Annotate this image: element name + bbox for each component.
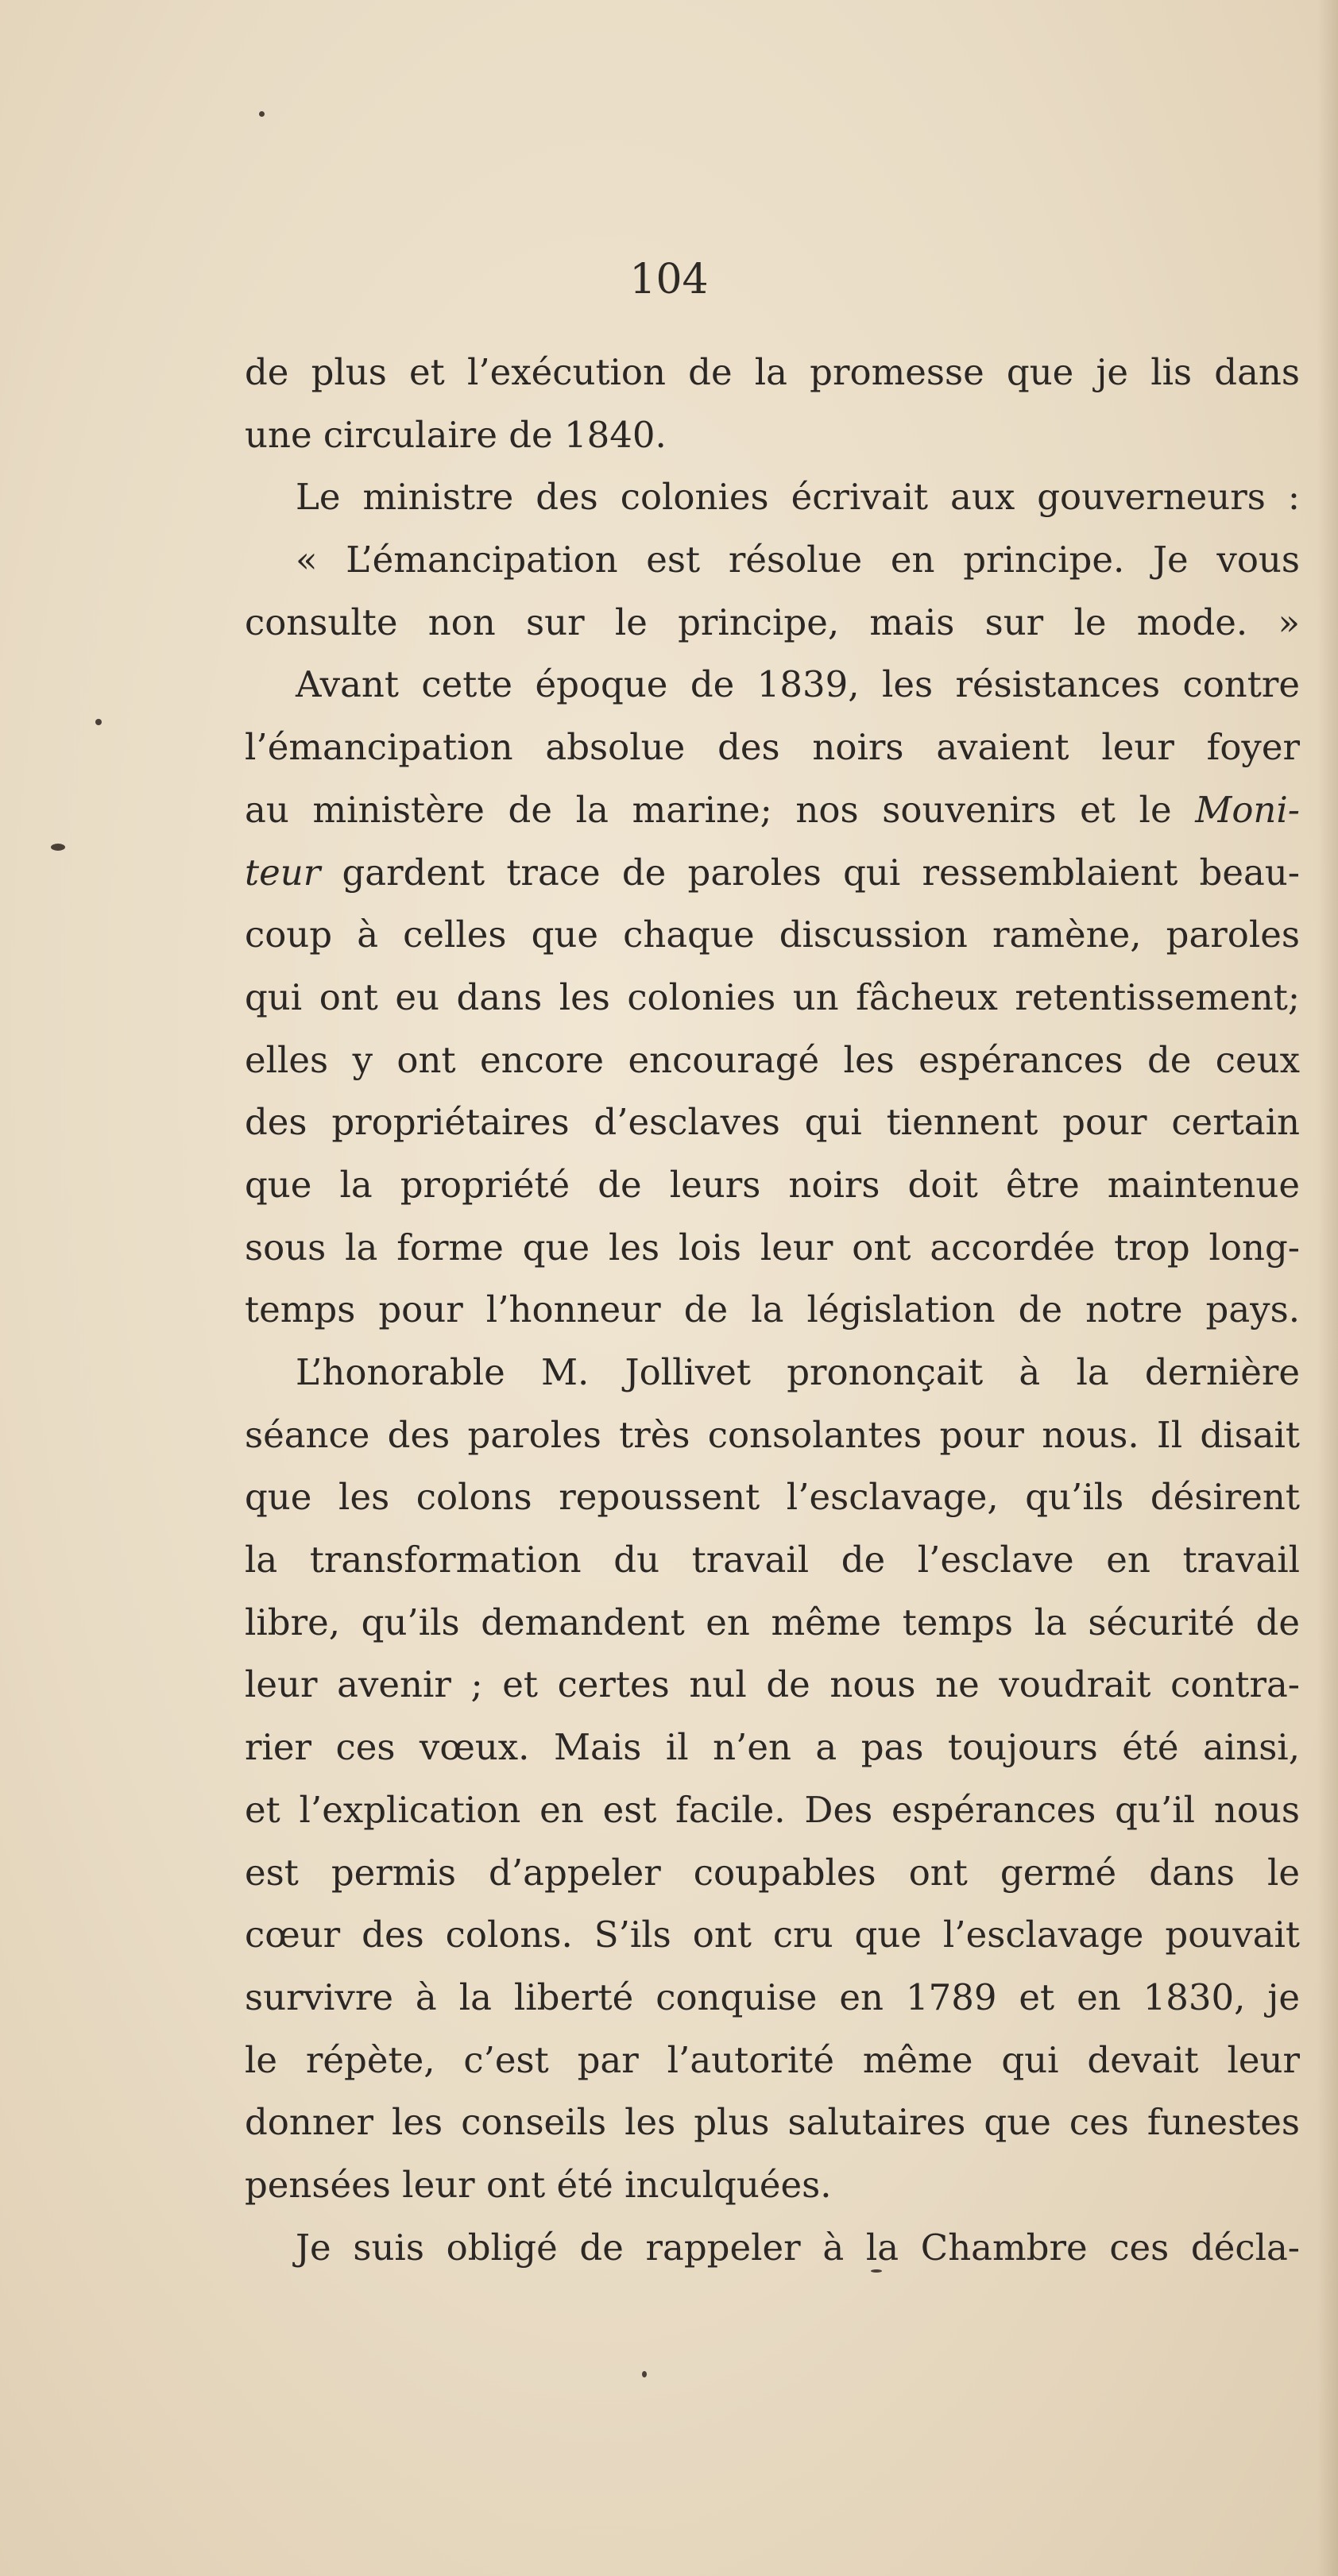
text-line: rier ces vœux. Mais il n’en a pas toujours été ainsi,: [245, 1726, 1300, 1769]
text-line: de plus et l’exécution de la promesse que je lis dans: [245, 351, 1300, 393]
text-line: elles y ont encore encouragé les espérances de ceux: [245, 1038, 1300, 1081]
text-line: qui ont eu dans les colonies un fâcheux retentissement;: [245, 975, 1300, 1018]
text-line-part: l’émancipation absolue des noirs avaient leur foyer: [245, 726, 1300, 769]
text-line: le répète, c’est par l’autorité même qui devait leur: [245, 2038, 1300, 2081]
text-line: une circulaire de 1840.: [245, 413, 667, 456]
text-line: que les colons repoussent l’esclavage, qu’ils désirent: [245, 1476, 1300, 1519]
page-number: 104: [629, 256, 709, 303]
body-text: [245, 342, 1300, 2279]
text-line: donner les conseils les plus salutaires que ces funestes: [245, 2101, 1300, 2144]
text-line: survivre à la liberté conquise en 1789 et en 1830, je: [245, 1975, 1300, 2018]
text-line: Je suis obligé de rappeler à la Chambre ces décla-: [296, 2226, 1300, 2269]
text-line: [245, 716, 1300, 779]
text-line: coup à celles que chaque discussion ramène, paroles: [245, 913, 1300, 956]
text-line-part: au ministère de la marine; nos souvenirs et le: [245, 788, 1196, 831]
text-line: sous la forme que les lois leur ont accordée trop long-: [245, 1226, 1300, 1269]
text-line: et l’explication en est facile. Des espérances qu’il nous: [245, 1788, 1300, 1831]
text-line: Le ministre des colonies écrivait aux gouverneurs :: [296, 476, 1300, 519]
ink-speck: [95, 719, 102, 725]
text-line: séance des paroles très consolantes pour nous. Il disait: [245, 1413, 1300, 1456]
text-line: des propriétaires d’esclaves qui tiennent pour certain: [245, 1101, 1300, 1144]
text-line: la transformation du travail de l’esclave en travail: [245, 1539, 1300, 1582]
italic-title: Moni-: [1195, 788, 1300, 831]
ink-speck: [259, 111, 265, 117]
text-line-part: gardent trace de paroles qui ressemblaient beau-: [320, 851, 1300, 894]
text-line: [245, 842, 1300, 905]
page-edge-shadow: [1317, 0, 1338, 2576]
text-line: que la propriété de leurs noirs doit être maintenue: [245, 1163, 1300, 1206]
text-line: temps pour l’honneur de la législation de notre pays.: [245, 1288, 1300, 1331]
text-line: pensées leur ont été inculquées.: [245, 2163, 832, 2206]
ink-speck: [51, 844, 65, 851]
text-line: est permis d’appeler coupables ont germé dans le: [245, 1851, 1300, 1894]
text-line: L’honorable M. Jollivet prononçait à la dernière: [296, 1351, 1300, 1393]
text-line: « L’émancipation est résolue en principe. Je vous: [296, 539, 1300, 581]
text-line: cœur des colons. S’ils ont cru que l’esclavage pouvait: [245, 1914, 1300, 1956]
italic-title: teur: [245, 851, 321, 894]
text-line: Avant cette époque de 1839, les résistances contre: [296, 663, 1300, 706]
text-line: consulte non sur le principe, mais sur le mode. »: [245, 601, 1300, 643]
text-line: [245, 779, 1300, 842]
text-line: leur avenir ; et certes nul de nous ne voudrait contra-: [245, 1663, 1300, 1706]
ink-speck: [642, 2371, 647, 2377]
text-line: libre, qu’ils demandent en même temps la sécurité de: [245, 1601, 1300, 1643]
